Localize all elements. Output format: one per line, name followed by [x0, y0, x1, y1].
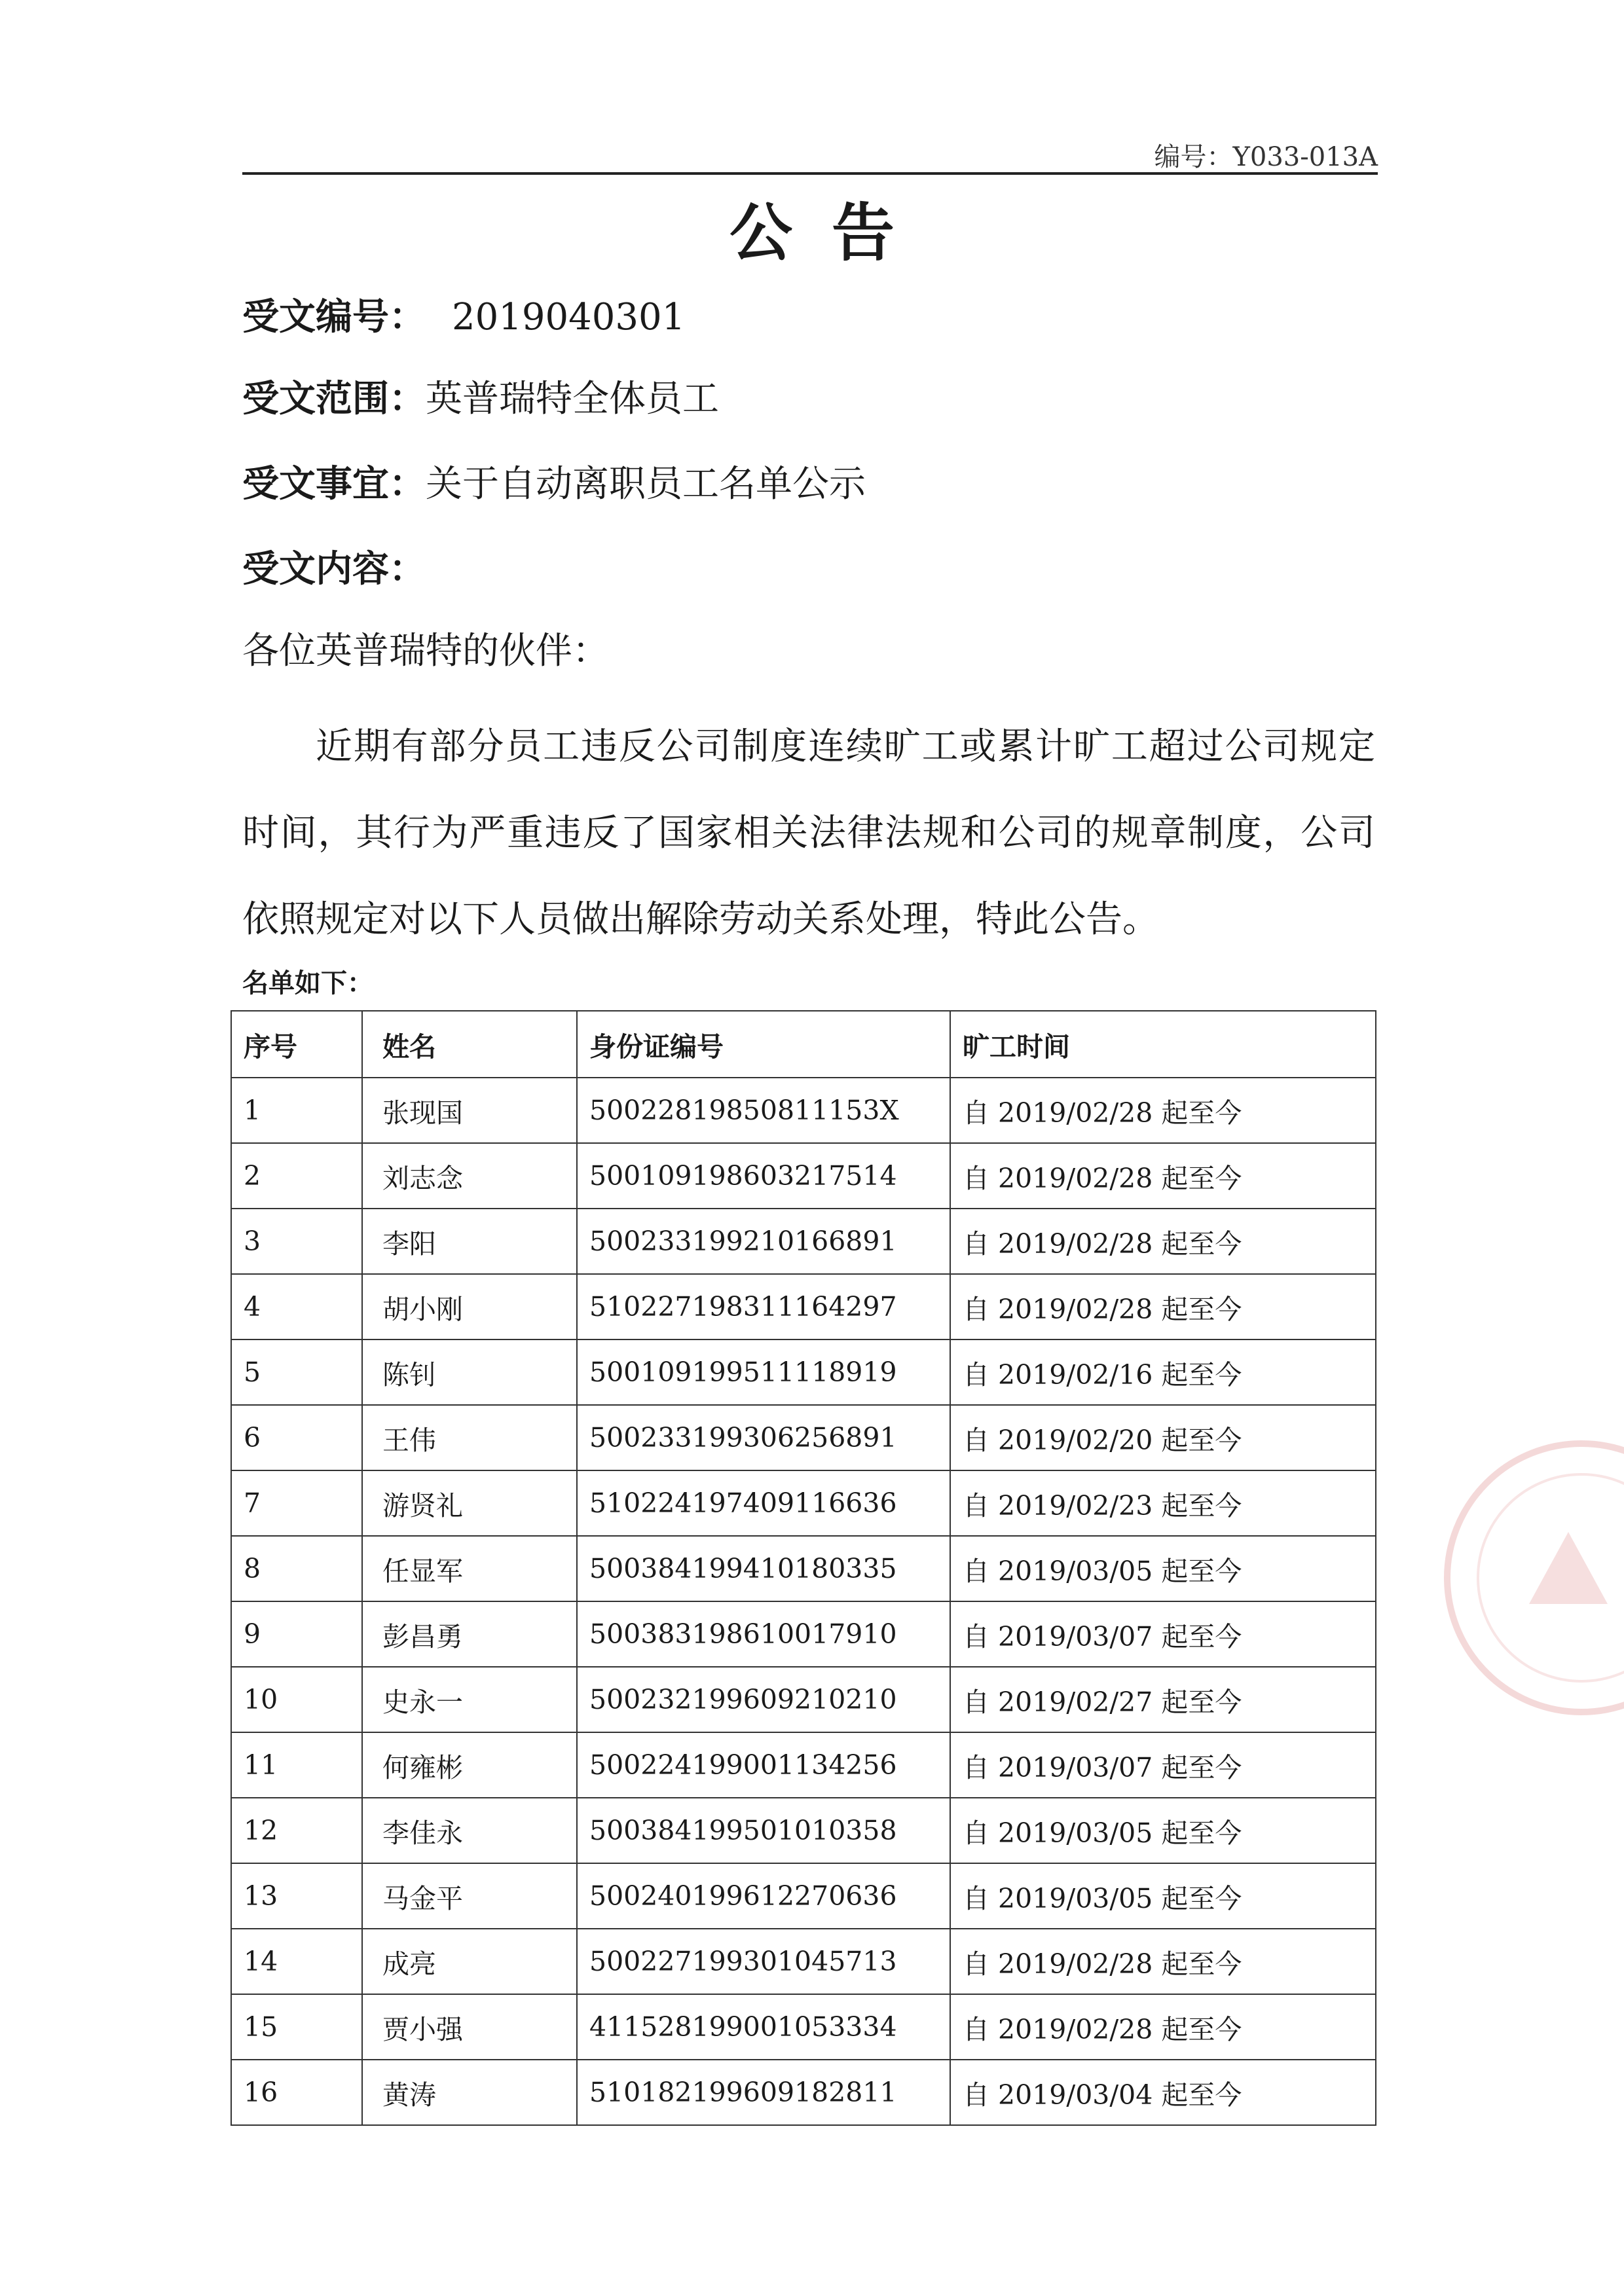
header-absence-time: 旷工时间	[950, 1011, 1376, 1078]
cell-name: 张现国	[362, 1078, 577, 1143]
header-index: 序号	[231, 1011, 362, 1078]
cell-absence-time: 自 2019/03/05 起至今	[950, 1798, 1376, 1863]
cell-index: 6	[231, 1405, 362, 1470]
field-number-label: 受文编号：	[242, 296, 426, 338]
cell-name: 史永一	[362, 1667, 577, 1732]
cell-index: 8	[231, 1536, 362, 1601]
cell-id-number: 500224199001134256	[577, 1732, 950, 1798]
cell-id-number: 500109198603217514	[577, 1143, 950, 1209]
cell-absence-time: 自 2019/03/05 起至今	[950, 1863, 1376, 1929]
field-scope-label: 受文范围：	[242, 378, 426, 420]
cell-index: 10	[231, 1667, 362, 1732]
table-row	[231, 1601, 1376, 1667]
cell-name: 彭昌勇	[362, 1601, 577, 1667]
roster-body	[231, 1078, 1376, 2125]
cell-absence-time: 自 2019/02/28 起至今	[950, 1929, 1376, 1994]
cell-index: 9	[231, 1601, 362, 1667]
table-row	[231, 1339, 1376, 1405]
cell-name: 何雍彬	[362, 1732, 577, 1798]
cell-name: 李佳永	[362, 1798, 577, 1863]
cell-index: 16	[231, 2060, 362, 2125]
cell-absence-time: 自 2019/02/28 起至今	[950, 1209, 1376, 1274]
cell-name: 李阳	[362, 1209, 577, 1274]
cell-name: 游贤礼	[362, 1470, 577, 1536]
cell-absence-time: 自 2019/02/20 起至今	[950, 1405, 1376, 1470]
cell-absence-time: 自 2019/03/04 起至今	[950, 2060, 1376, 2125]
cell-name: 黄涛	[362, 2060, 577, 2125]
cell-name: 刘志念	[362, 1143, 577, 1209]
table-row	[231, 1209, 1376, 1274]
cell-index: 12	[231, 1798, 362, 1863]
cell-name: 马金平	[362, 1863, 577, 1929]
table-row	[231, 1994, 1376, 2060]
cell-id-number: 500233199306256891	[577, 1405, 950, 1470]
cell-absence-time: 自 2019/02/23 起至今	[950, 1470, 1376, 1536]
table-row	[231, 1667, 1376, 1732]
table-header-row	[231, 1011, 1376, 1078]
cell-index: 1	[231, 1078, 362, 1143]
document-number: 编号：Y033-013A	[1154, 142, 1378, 172]
cell-absence-time: 自 2019/02/28 起至今	[950, 1143, 1376, 1209]
table-row	[231, 1798, 1376, 1863]
header-name: 姓名	[362, 1011, 577, 1078]
cell-absence-time: 自 2019/02/28 起至今	[950, 1078, 1376, 1143]
table-row	[231, 1470, 1376, 1536]
cell-index: 7	[231, 1470, 362, 1536]
cell-id-number: 500384199410180335	[577, 1536, 950, 1601]
cell-id-number: 500109199511118919	[577, 1339, 950, 1405]
roster-table	[231, 1010, 1376, 2126]
cell-absence-time: 自 2019/02/16 起至今	[950, 1339, 1376, 1405]
table-row	[231, 1863, 1376, 1929]
table-row	[231, 1929, 1376, 1994]
header-id-number: 身份证编号	[577, 1011, 950, 1078]
table-row	[231, 1274, 1376, 1339]
cell-id-number: 510227198311164297	[577, 1274, 950, 1339]
field-scope	[242, 370, 719, 422]
field-number	[242, 288, 685, 340]
field-subject-label: 受文事宜：	[242, 463, 426, 505]
table-row	[231, 1732, 1376, 1798]
cell-name: 胡小刚	[362, 1274, 577, 1339]
cell-id-number: 500383198610017910	[577, 1601, 950, 1667]
cell-name: 成亮	[362, 1929, 577, 1994]
cell-index: 14	[231, 1929, 362, 1994]
company-seal	[1444, 1440, 1624, 1715]
seal-star-icon	[1529, 1532, 1608, 1604]
table-row	[231, 1078, 1376, 1143]
page-title: 公告	[729, 196, 934, 270]
cell-absence-time: 自 2019/02/28 起至今	[950, 1274, 1376, 1339]
field-content	[242, 540, 426, 592]
cell-absence-time: 自 2019/03/07 起至今	[950, 1732, 1376, 1798]
cell-absence-time: 自 2019/03/05 起至今	[950, 1536, 1376, 1601]
cell-id-number: 500233199210166891	[577, 1209, 950, 1274]
cell-name: 任显军	[362, 1536, 577, 1601]
cell-name: 王伟	[362, 1405, 577, 1470]
header-rule	[242, 172, 1378, 175]
cell-name: 陈钊	[362, 1339, 577, 1405]
cell-index: 15	[231, 1994, 362, 2060]
cell-index: 11	[231, 1732, 362, 1798]
table-row	[231, 2060, 1376, 2125]
cell-index: 3	[231, 1209, 362, 1274]
cell-id-number: 510182199609182811	[577, 2060, 950, 2125]
field-subject-value: 关于自动离职员工名单公示	[426, 463, 866, 505]
cell-index: 4	[231, 1274, 362, 1339]
cell-id-number: 500384199501010358	[577, 1798, 950, 1863]
greeting: 各位英普瑞特的伙伴：	[242, 630, 609, 672]
cell-absence-time: 自 2019/02/28 起至今	[950, 1994, 1376, 2060]
table-row	[231, 1536, 1376, 1601]
cell-absence-time: 自 2019/03/07 起至今	[950, 1601, 1376, 1667]
cell-absence-time: 自 2019/02/27 起至今	[950, 1667, 1376, 1732]
cell-index: 2	[231, 1143, 362, 1209]
field-subject	[242, 455, 866, 507]
cell-id-number: 500227199301045713	[577, 1929, 950, 1994]
field-content-label: 受文内容：	[242, 548, 426, 591]
table-row	[231, 1405, 1376, 1470]
list-heading: 名单如下：	[242, 968, 373, 998]
cell-id-number: 500232199609210210	[577, 1667, 950, 1732]
cell-id-number: 50022819850811153X	[577, 1078, 950, 1143]
table-row	[231, 1143, 1376, 1209]
cell-index: 13	[231, 1863, 362, 1929]
cell-index: 5	[231, 1339, 362, 1405]
cell-name: 贾小强	[362, 1994, 577, 2060]
cell-id-number: 510224197409116636	[577, 1470, 950, 1536]
field-scope-value: 英普瑞特全体员工	[426, 378, 719, 420]
cell-id-number: 411528199001053334	[577, 1994, 950, 2060]
field-number-value: 2019040301	[452, 296, 686, 338]
body-paragraph: 近期有部分员工违反公司制度连续旷工或累计旷工超过公司规定时间，其行为严重违反了国家相关法律法规和公司的规章制度，公司依照规定对以下人员做出解除劳动关系处理，特此公告。	[242, 725, 1375, 941]
cell-id-number: 500240199612270636	[577, 1863, 950, 1929]
